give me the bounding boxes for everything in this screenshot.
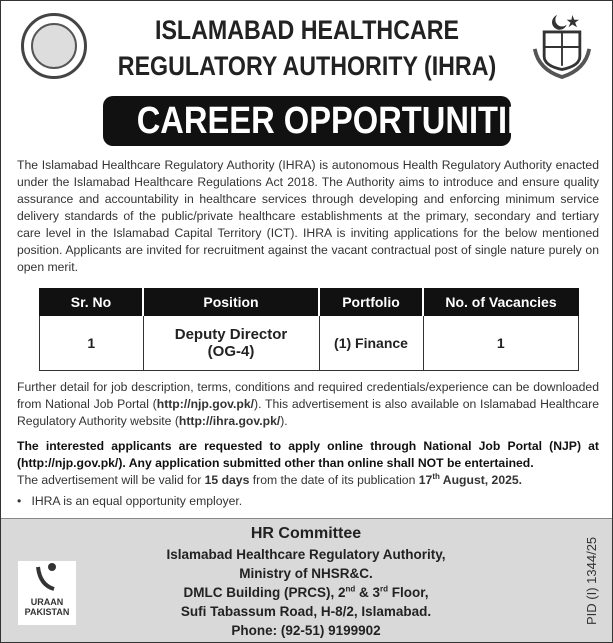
apply-online-notice: The interested applicants are requested to apply online through National Job Portal (NJP) at (http://njp.gov.pk/). Any application submitted other than online shall NOT be entertained.: [17, 439, 599, 470]
uraan-pakistan-logo: URAAN PAKISTAN: [18, 561, 76, 625]
njp-link[interactable]: http://njp.gov.pk/: [156, 397, 255, 411]
cell-vacancies: 1: [423, 316, 579, 371]
cell-position: Deputy Director (OG-4): [143, 316, 319, 371]
footer-line-3: DMLC Building (PRCS), 2nd & 3rd Floor,: [183, 584, 429, 600]
footer-line-4: Sufi Tabassum Road, H-8/2, Islamabad.: [180, 604, 432, 619]
footer-line-1: Islamabad Healthcare Regulatory Authority,: [166, 547, 446, 562]
header-portfolio: Portfolio: [319, 289, 423, 316]
table-row: [40, 316, 579, 371]
equal-opportunity-bullet: • IHRA is an equal opportunity employer.: [17, 494, 243, 508]
header: [1, 1, 612, 151]
intro-paragraph: The Islamabad Healthcare Regulatory Authority (IHRA) is autonomous Health Regulatory Authority enacted under the Islamabad Healthcare Regulations Act 2018. The Authority aims to introduce and ensure quality assurance and accountability in healthcare services through developing and enforcing minimum service delivery standards of the public/private healthcare establishments at the primary, secondary and tertiary care level in the Islamabad Capital Territory (ICT). IHRA is inviting applications for the below mentioned position. Applicants are invited for recruitment against the vacant contractual post of single nature purely on open merit.: [17, 158, 599, 274]
ihra-link[interactable]: http://ihra.gov.pk/: [178, 414, 281, 428]
validity-notice: The advertisement will be valid for 15 days from the date of its publication 17th August, 2025.: [17, 471, 523, 487]
pid-number: PID (I) 1344/25: [584, 536, 599, 625]
title-line-2: REGULATORY AUTHORITY (IHRA): [117, 51, 497, 81]
cell-sr-no: 1: [40, 316, 144, 371]
vacancy-table: [39, 288, 579, 371]
header-sr-no: Sr. No: [40, 289, 144, 316]
header-position: Position: [143, 289, 319, 316]
footer-contact: [1, 518, 612, 642]
hr-committee: HR Committee: [250, 525, 362, 542]
pakistan-crest-logo: [531, 9, 593, 85]
title-line-1: ISLAMABAD HEALTHCARE: [154, 15, 459, 45]
footer-phone: Phone: (92-51) 9199902: [231, 623, 381, 638]
table-header-row: [40, 289, 579, 316]
footer-line-2: Ministry of NHSR&C.: [239, 566, 373, 581]
details-paragraph: Further detail for job description, terms, conditions and required credentials/experience can be downloaded from National Job Portal (http://njp.gov.pk/). This advertisement is also available on Islamabad Healthcare Regulatory Authority website (http://ihra.gov.pk/).: [17, 380, 600, 428]
header-vacancies: No. of Vacancies: [423, 289, 579, 316]
cell-portfolio: (1) Finance: [319, 316, 423, 371]
ihra-logo: [21, 13, 87, 79]
career-opportunities-banner: CAREER OPPORTUNITIES: [103, 96, 511, 146]
